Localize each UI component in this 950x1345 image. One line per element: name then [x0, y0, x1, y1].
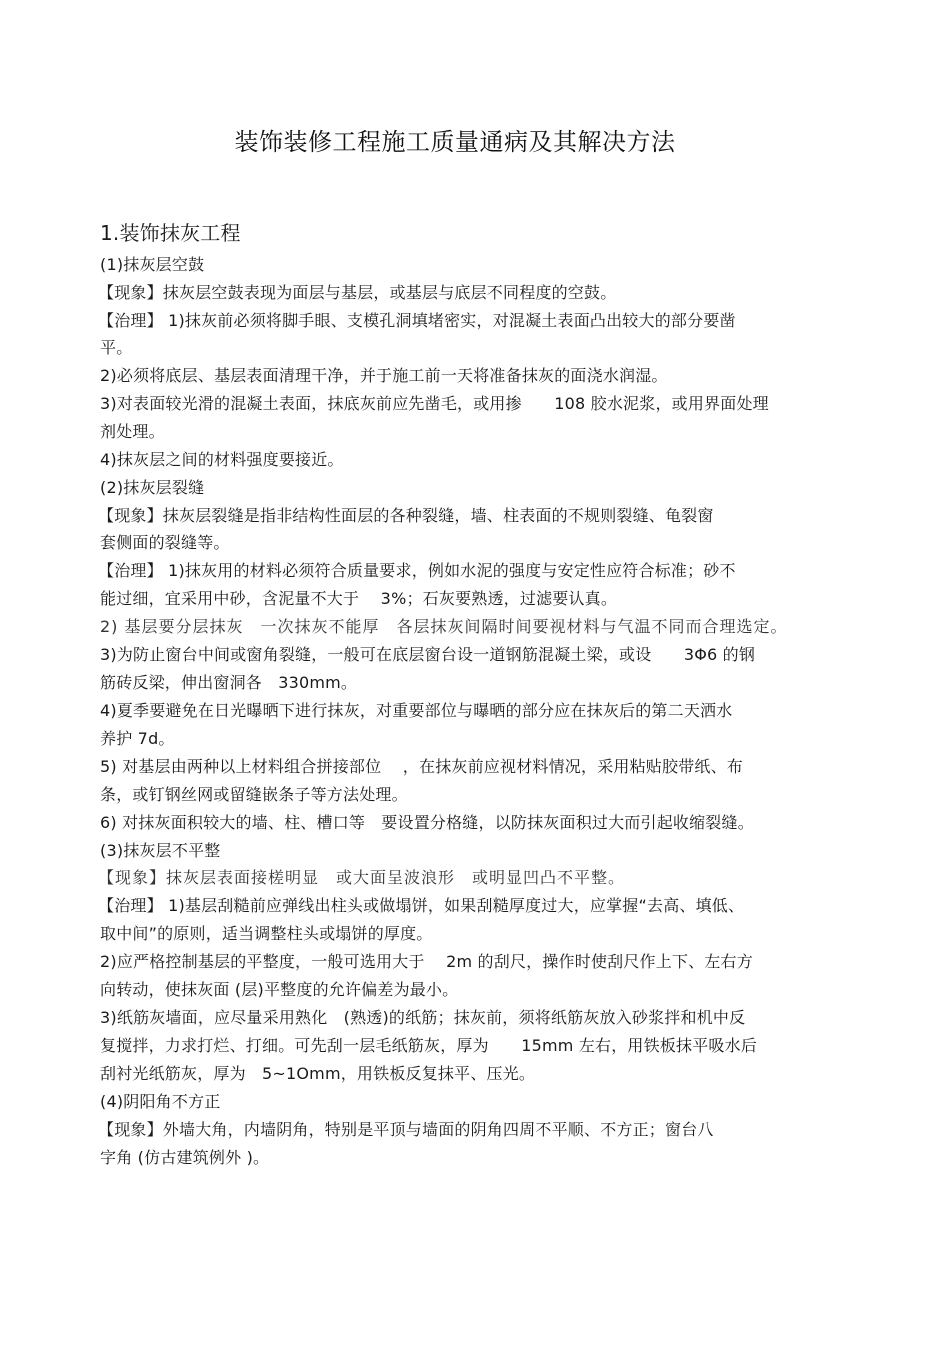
paragraph-line: 4)抹灰层之间的材料强度要接近。	[100, 450, 344, 469]
paragraph-line: 6) 对抹灰面积较大的墙、柱、槽口等 要设置分格缝，以防抹灰面积过大而引起收缩裂缝。	[100, 813, 754, 832]
document-title: 装饰装修工程施工质量通病及其解决方法	[234, 128, 676, 156]
paragraph-line: 5) 对基层由两种以上材料组合拼接部位 ，在抹灰前应视材料情况，采用粘贴胶带纸、布	[100, 757, 743, 776]
paragraph-line: 平。	[100, 338, 133, 357]
paragraph-line: 【现象】抹灰层空鼓表现为面层与基层，或基层与底层不同程度的空鼓。	[98, 283, 617, 302]
paragraph-line: 取中间”的原则，适当调整柱头或塌饼的厚度。	[100, 924, 433, 943]
paragraph-line: 字角 (仿古建筑例外 )。	[100, 1148, 270, 1167]
paragraph-line: 3)纸筋灰墙面，应尽量采用熟化 (熟透)的纸筋；抹灰前，须将纸筋灰放入砂浆拌和机中反	[100, 1008, 746, 1027]
paragraph-line: 向转动，使抹灰面 (层)平整度的允许偏差为最小。	[100, 980, 459, 999]
paragraph-line: 【现象】外墙大角，内墙阴角，特别是平顶与墙面的阴角四周不平顺、不方正；窗台八	[98, 1120, 714, 1139]
paragraph-line: 养护 7d。	[100, 729, 175, 748]
paragraph-line: 筋砖反梁，伸出窗洞各 330mm。	[100, 673, 358, 692]
paragraph-line: 剂处理。	[100, 422, 165, 441]
paragraph-line: 3)对表面较光滑的混凝土表面，抹底灰前应先凿毛，或用掺 108 胶水泥浆，或用界面处理	[100, 394, 769, 413]
paragraph-line: 刮衬光纸筋灰，厚为 5~1Omm，用铁板反复抹平、压光。	[100, 1064, 536, 1083]
paragraph-line: 3)为防止窗台中间或窗角裂缝，一般可在底层窗台设一道钢筋混凝土梁，或设 3Φ6 的钢	[100, 645, 756, 664]
paragraph-line: 套侧面的裂缝等。	[100, 533, 230, 552]
paragraph-line: 条，或钉钢丝网或留缝嵌条子等方法处理。	[100, 785, 408, 804]
paragraph-line: 【治理】 1)抹灰用的材料必须符合质量要求，例如水泥的强度与安定性应符合标准；砂不	[98, 561, 736, 580]
paragraph-line: 2)必须将底层、基层表面清理干净，并于施工前一天将准备抹灰的面浇水润湿。	[100, 366, 668, 385]
paragraph-line: 【现象】抹灰层裂缝是指非结构性面层的各种裂缝，墙、柱表面的不规则裂缝、龟裂窗	[98, 506, 714, 525]
paragraph-line: 2)应严格控制基层的平整度，一般可选用大于 2m 的刮尺，操作时使刮尺作上下、左右方	[100, 952, 753, 971]
paragraph-line: 复搅拌，力求打烂、打细。可先刮一层毛纸筋灰，厚为 15mm 左右，用铁板抹平吸水后	[100, 1036, 758, 1055]
subsection-heading: (3)抹灰层不平整	[100, 841, 221, 860]
paragraph-line: 【现象】抹灰层表面接槎明显 或大面呈波浪形 或明显凹凸不平整。	[98, 868, 626, 887]
section-heading: 1.装饰抹灰工程	[100, 221, 241, 245]
paragraph-line: 【治理】 1)抹灰前必须将脚手眼、支模孔洞填堵密实，对混凝土表面凸出较大的部分要凿	[98, 311, 736, 330]
paragraph-line: 4)夏季要避免在日光曝晒下进行抹灰，对重要部位与曝晒的部分应在抹灰后的第二天洒水	[100, 701, 733, 720]
paragraph-line: 【治理】 1)基层刮糙前应弹线出柱头或做塌饼，如果刮糙厚度过大，应掌握“去高、填低、	[98, 896, 745, 915]
subsection-heading: (1)抹灰层空鼓	[100, 255, 205, 274]
subsection-heading: (2)抹灰层裂缝	[100, 478, 205, 497]
paragraph-line: 2) 基层要分层抹灰 一次抹灰不能厚 各层抹灰间隔时间要视材料与气温不同而合理选定。	[100, 617, 788, 636]
paragraph-line: 能过细，宜采用中砂，含泥量不大于 3%；石灰要熟透，过滤要认真。	[100, 589, 618, 608]
subsection-heading: (4)阴阳角不方正	[100, 1092, 221, 1111]
